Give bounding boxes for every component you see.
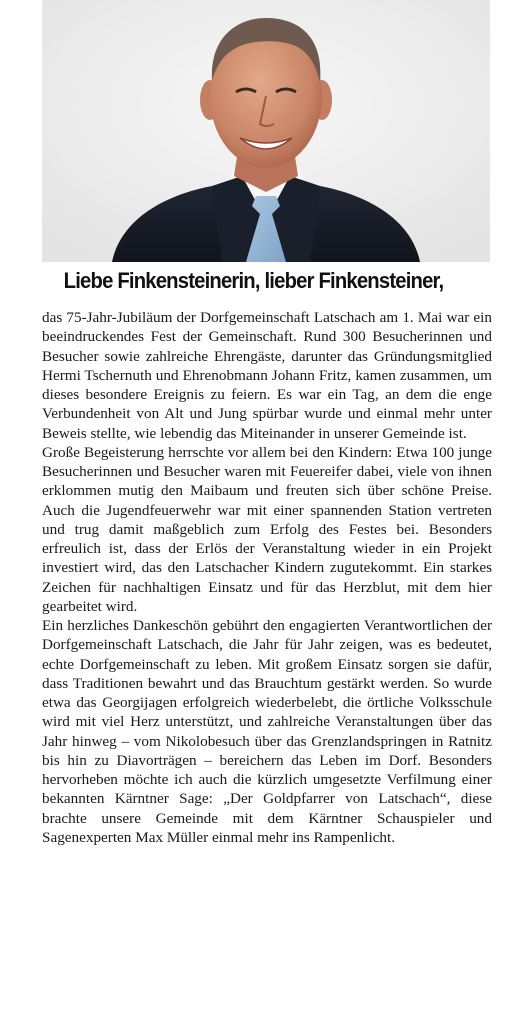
portrait-illustration (42, 0, 490, 262)
article-body (42, 308, 492, 847)
portrait-photo (42, 0, 490, 262)
headline: Liebe Finkensteinerin, lieber Finkensteiner, (63, 268, 444, 293)
paragraph-1: das 75-Jahr-Jubiläum der Dorfgemeinschaft Latschach am 1. Mai war ein beeindruckendes Fest der Gemeinschaft. Rund 300 Besucherinnen und Besucher sowie zahlreiche Ehrengäste, darunter das Gründungsmitglied Hermi Tschernuth und Ehrenobmann Johann Fritz, kamen zusammen, um dieses besondere Ereignis zu feiern. Es war ein Tag, an dem die enge Verbundenheit von Alt und Jung spürbar wurde und einmal mehr unter Beweis stellte, wie lebendig das Miteinander in unserer Gemeinde ist. (42, 309, 492, 442)
paragraph-2: Große Begeisterung herrschte vor allem bei den Kindern: Etwa 100 junge Besucherinnen und Besucher waren mit Feuereifer dabei, viele von ihnen erklommen mutig den Maibaum und freuten sich über schöne Preise. Auch die Jugendfeuerwehr war mit einer spannenden Station vertreten und trug damit maßgeblich zum Erfolg des Festes bei. Besonders erfreulich ist, dass der Erlös der Veranstaltung wieder in ein Projekt investiert wird, das den Latschacher Kindern zugutekommt. Ein starkes Zeichen für nachhaltigen Einsatz und für das Herzblut, mit dem hier gearbeitet wird. (42, 443, 492, 615)
paragraph-3: Ein herzliches Dankeschön gebührt den engagierten Verantwortlichen der Dorfgemeinschaft Latschach, die Jahr für Jahr zeigen, was es bedeutet, echte Dorfgemeinschaft zu leben. Mit großem Einsatz sorgen sie dafür, dass Traditionen bewahrt und das Brauchtum gestärkt werden. So wurde etwa das Georgijagen erfolgreich wiederbelebt, die örtliche Volksschule wird mit viel Herz unterstützt, und zahlreiche Veranstaltungen über das Jahr hinweg – vom Nikolobesuch über das Grenzlandspringen in Ratnitz bis hin zu Diavorträgen – bereichern das Leben im Dorf. Besonders hervorheben möchte ich auch die kürzlich umgesetzte Verfilmung einer bekannten Kärntner Sage: „Der Goldpfarrer von Latschach“, diese brachte unsere Gemeinde mit dem Kärntner Schauspieler und Sagenexperten Max Müller einmal mehr ins Rampenlicht. (42, 617, 492, 846)
